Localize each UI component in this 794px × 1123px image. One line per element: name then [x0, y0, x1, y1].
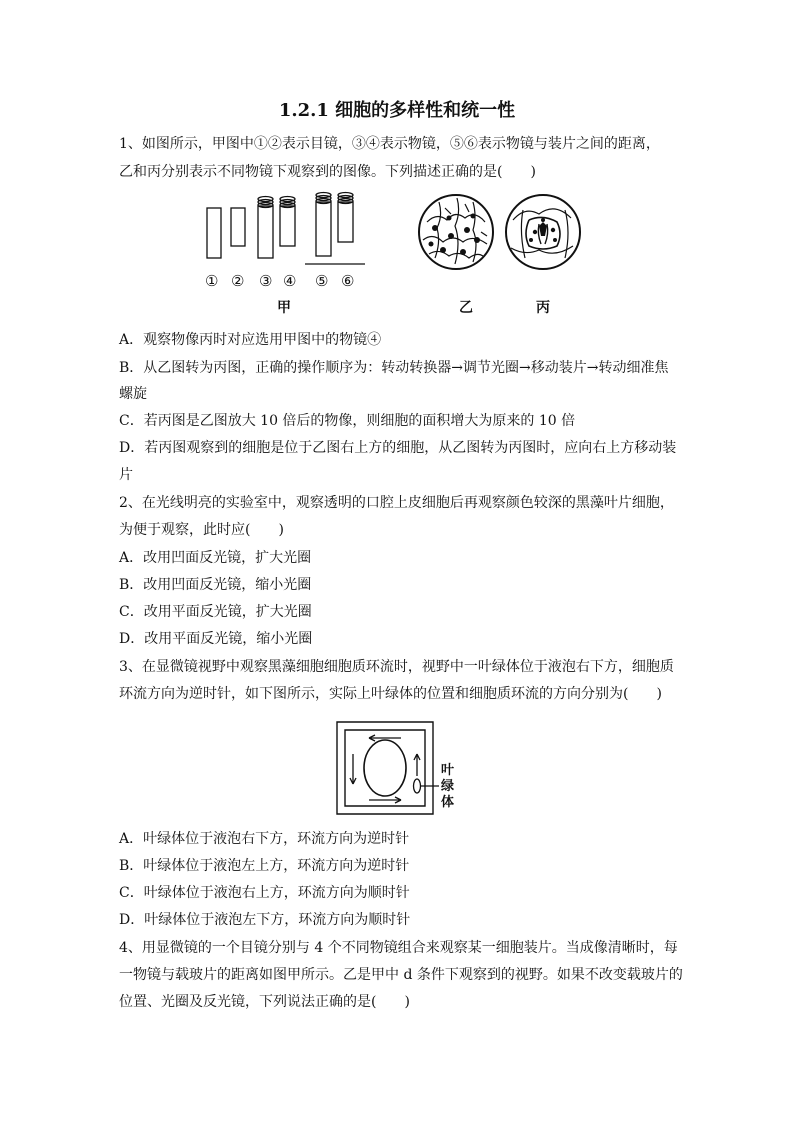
q2-stem-line-2: 为便于观察，此时应( ): [119, 522, 284, 538]
q2-stem-line-1: 2、在光线明亮的实验室中，观察透明的口腔上皮细胞后再观察颜色较深的黑藻叶片细胞，: [119, 495, 674, 511]
q1-stem-line-2: 乙和丙分别表示不同物镜下观察到的图像。下列描述正确的是( ): [119, 164, 536, 180]
q1-option-b-line-1: B．从乙图转为丙图，正确的操作顺序为：转动转换器→调节光圈→移动装片→转动细准焦: [119, 360, 669, 376]
q4-stem-line-2: 一物镜与载玻片的距离如图甲所示。乙是甲中 d 条件下观察到的视野。如果不改变载玻片的: [119, 967, 683, 983]
chloroplast-shape: [414, 779, 421, 793]
q3-option-a: A．叶绿体位于液泡右下方，环流方向为逆时针: [119, 831, 410, 847]
q2-option-a: A．改用凹面反光镜，扩大光圈: [119, 550, 312, 566]
q2-option-c: C．改用平面反光镜，扩大光圈: [119, 604, 312, 620]
vacuole-shape: [364, 740, 406, 796]
microscope-lens-diagram: [195, 190, 385, 320]
label-ti: 体: [441, 795, 455, 810]
label-1: ①: [205, 272, 219, 290]
label-2: ②: [231, 272, 245, 290]
q3-figure-cell: [333, 718, 468, 818]
q4-stem-line-1: 4、用显微镜的一个目镜分别与 4 个不同物镜组合来观察某一细胞装片。当成像清晰时，每: [119, 940, 678, 956]
q1-option-d-line-1: D．若丙图观察到的细胞是位于乙图右上方的细胞，从乙图转为丙图时，应向右上方移动装: [119, 440, 677, 456]
q1-option-b-line-2: 螺旋: [119, 386, 147, 402]
q1-option-a: A．观察物像丙时对应选用甲图中的物镜④: [119, 332, 382, 348]
objective-6-shape: [338, 202, 353, 242]
label-3: ③: [259, 272, 273, 290]
label-4: ④: [283, 272, 297, 290]
q2-option-d: D．改用平面反光镜，缩小光圈: [119, 631, 313, 647]
view-yi: [419, 195, 493, 269]
eyepiece-1-shape: [207, 208, 221, 258]
objective-5-shape: [316, 202, 331, 256]
cytoplasm-streaming-diagram: [333, 718, 468, 818]
cell-membrane-inner: [345, 730, 425, 806]
q3-stem-line-1: 3、在显微镜视野中观察黑藻细胞细胞质环流时，视野中一叶绿体位于液泡右下方，细胞质: [119, 659, 674, 675]
label-yi: 乙: [459, 300, 473, 316]
objective-4-shape: [280, 206, 295, 246]
view-yi-nuclei: [429, 214, 481, 256]
eyepiece-2-shape: [231, 208, 245, 246]
view-bing-dots: [529, 218, 557, 242]
q1-option-d-line-2: 片: [119, 467, 133, 483]
q1-figure-yi-bing: [415, 192, 585, 320]
q1-figure-jia: [195, 190, 385, 320]
label-jia: 甲: [277, 300, 291, 316]
label-lv: 绿: [441, 779, 455, 794]
label-6: ⑥: [341, 272, 355, 290]
q3-option-d: D．叶绿体位于液泡左下方，环流方向为顺时针: [119, 912, 411, 928]
q4-stem-line-3: 位置、光圈及反光镜，下列说法正确的是( ): [119, 994, 410, 1010]
objective-3-shape: [258, 206, 273, 258]
q3-stem-line-2: 环流方向为逆时针，如下图所示，实际上叶绿体的位置和细胞质环流的方向分别为( ): [119, 686, 662, 702]
q3-option-c: C．叶绿体位于液泡右上方，环流方向为顺时针: [119, 885, 410, 901]
label-5: ⑤: [315, 272, 329, 290]
page-title: 1.2.1 细胞的多样性和统一性: [278, 100, 516, 121]
cell-views-diagram: [415, 192, 585, 320]
q1-option-c: C．若丙图是乙图放大 10 倍后的物像，则细胞的面积增大为原来的 10 倍: [119, 413, 576, 429]
q1-stem-line-1: 1、如图所示，甲图中①②表示目镜，③④表示物镜，⑤⑥表示物镜与装片之间的距离，: [119, 136, 660, 152]
q3-option-b: B．叶绿体位于液泡左上方，环流方向为逆时针: [119, 858, 410, 874]
label-ye: 叶: [441, 763, 455, 778]
q2-option-b: B．改用凹面反光镜，缩小光圈: [119, 577, 312, 593]
label-bing: 丙: [536, 300, 550, 316]
